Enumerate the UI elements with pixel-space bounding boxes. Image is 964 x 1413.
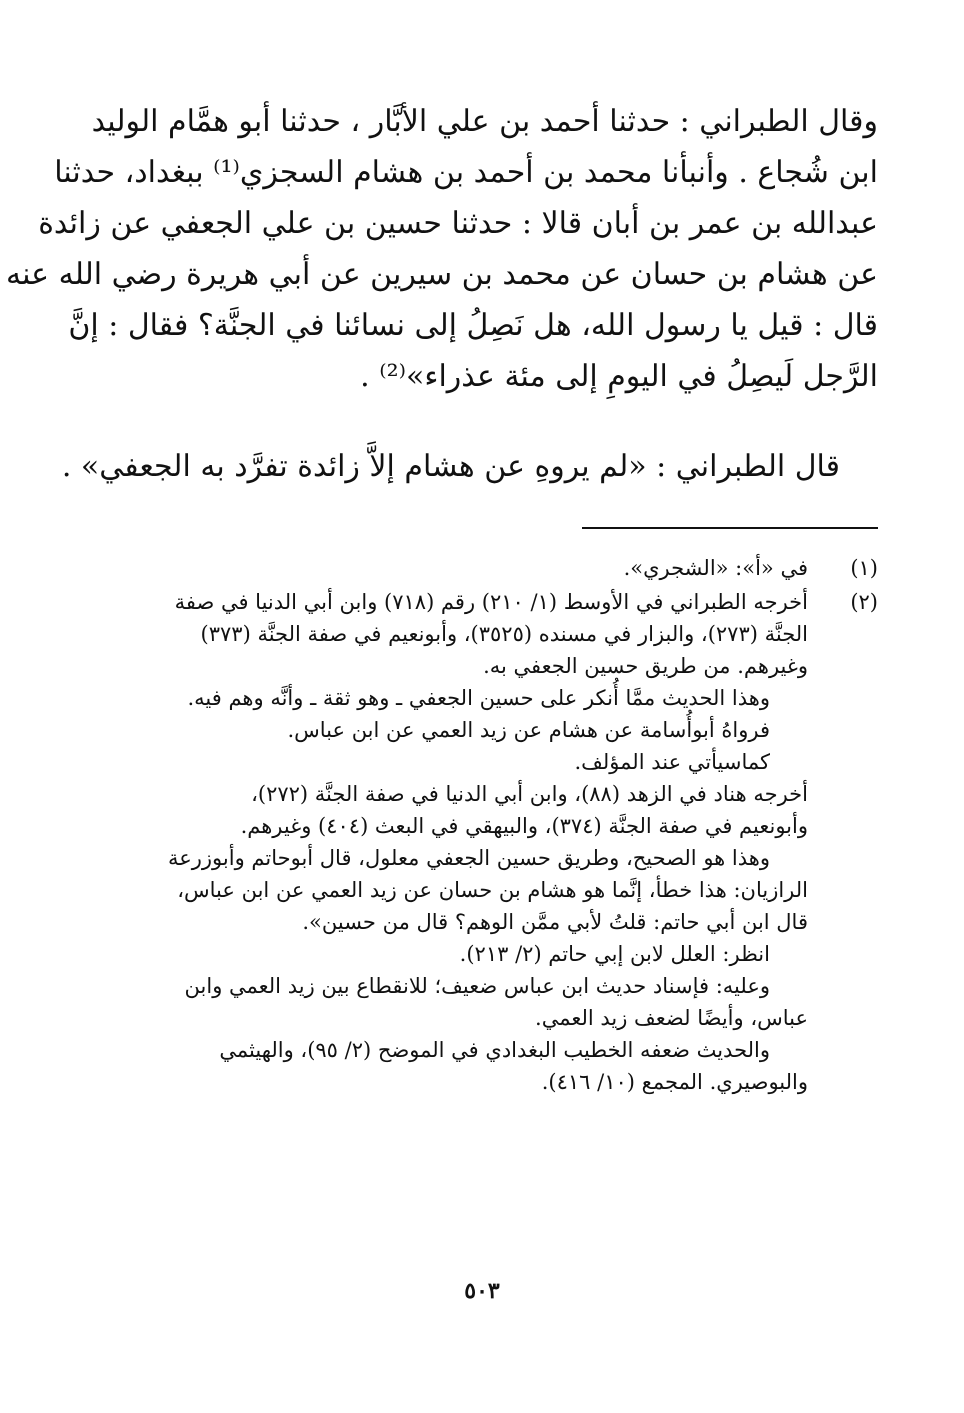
footnote-1 bbox=[80, 552, 878, 584]
footnote-line: كماسيأتي عند المؤلف. bbox=[574, 750, 770, 774]
footnote-line: والحديث ضعفه الخطيب البغدادي في الموضح (٢/ ٩٥)، والهيثمي bbox=[219, 1038, 770, 1062]
footnote-separator bbox=[582, 527, 878, 529]
main-line: الرَّجل لَيصِلُ في اليومِ إلى مئة عذراء»⁽²⁾ . bbox=[360, 359, 878, 394]
footnote-2 bbox=[80, 586, 878, 1098]
footnote-line: والبوصيري. المجمع (١٠/ ٤١٦). bbox=[541, 1070, 808, 1094]
footnote-line: وهذا هو الصحيح، وطريق حسين الجعفي معلول، قال أبوحاتم وأبوزرعة bbox=[167, 846, 770, 870]
footnote-line: أخرجه هناد في الزهد (٨٨)، وابن أبي الدنيا في صفة الجنَّة (٢٧٢)، bbox=[251, 782, 808, 806]
main-line: عبدالله بن عمر بن أبان قالا : حدثنا حسين بن علي الجعفي عن زائدة bbox=[38, 206, 878, 241]
footnote-line: فرواهُ أبوأُسامة عن هشام عن زيد العمي عن ابن عباس. bbox=[287, 718, 770, 742]
main-line: ابن شُجاع . وأنبأنا محمد بن أحمد بن هشام السجزي⁽¹⁾ ببغداد، حدثنا bbox=[54, 155, 878, 190]
main-paragraph bbox=[6, 96, 878, 402]
footnotes bbox=[80, 552, 878, 1100]
footnote-line: الرازيان: هذا خطأ، إنَّما هو هشام بن حسان عن زيد العمي عن ابن عباس، bbox=[177, 878, 808, 902]
page-number: ٥٠٣ bbox=[464, 1278, 500, 1304]
footnote-line: انظر: العلل لابن إبي حاتم (٢/ ٢١٣). bbox=[459, 942, 770, 966]
tabarani-remark: قال الطبراني : «لم يروهِ عن هشام إلاَّ زائدة تفرَّد به الجعفي» . bbox=[61, 449, 840, 484]
main-line: وقال الطبراني : حدثنا أحمد بن علي الأبَّار ، حدثنا أبو همَّام الوليد bbox=[91, 104, 878, 139]
footnote-line: وأبونعيم في صفة الجنَّة (٣٧٤)، والبيهقي في البعث (٤٠٤) وغيرهم. bbox=[240, 814, 808, 838]
footnote-line: وعليه: فإسناد حديث ابن عباس ضعيف؛ للانقطاع بين زيد العمي وابن bbox=[184, 974, 770, 998]
footnote-number: (٢) bbox=[850, 590, 878, 614]
footnote-line: الجنَّة (٢٧٣)، والبزار في مسنده (٣٥٢٥)، وأبونعيم في صفة الجنَّة (٣٧٣) bbox=[200, 622, 808, 646]
footnote-line: وغيرهم. من طريق حسين الجعفي به. bbox=[483, 654, 808, 678]
footnote-number: (١) bbox=[850, 556, 878, 580]
main-line: عن هشام بن حسان عن محمد بن سيرين عن أبي هريرة رضي الله عنه bbox=[6, 257, 878, 292]
footnote-line: في «أ»: «الشجري». bbox=[623, 556, 808, 580]
footnote-2-body bbox=[80, 586, 808, 1098]
footnote-line: وهذا الحديث ممَّا أُنكر على حسين الجعفي ـ وهو ثقة ـ وأنَّه وهم فيه. bbox=[187, 686, 770, 710]
footnote-line: قال ابن أبي حاتم: قلتُ لأبي ممَّن الوهم؟ قال من حسين». bbox=[302, 910, 808, 934]
main-line: قال : قيل يا رسول الله، هل نَصِلُ إلى نسائنا في الجنَّة؟ فقال : إنَّ bbox=[68, 308, 878, 343]
footnote-line: أخرجه الطبراني في الأوسط (١/ ٢١٠) رقم (٧١٨) وابن أبي الدنيا في صفة bbox=[174, 590, 808, 614]
footnote-line: عباس، وأيضًا لضعف زيد العمي. bbox=[535, 1006, 808, 1030]
